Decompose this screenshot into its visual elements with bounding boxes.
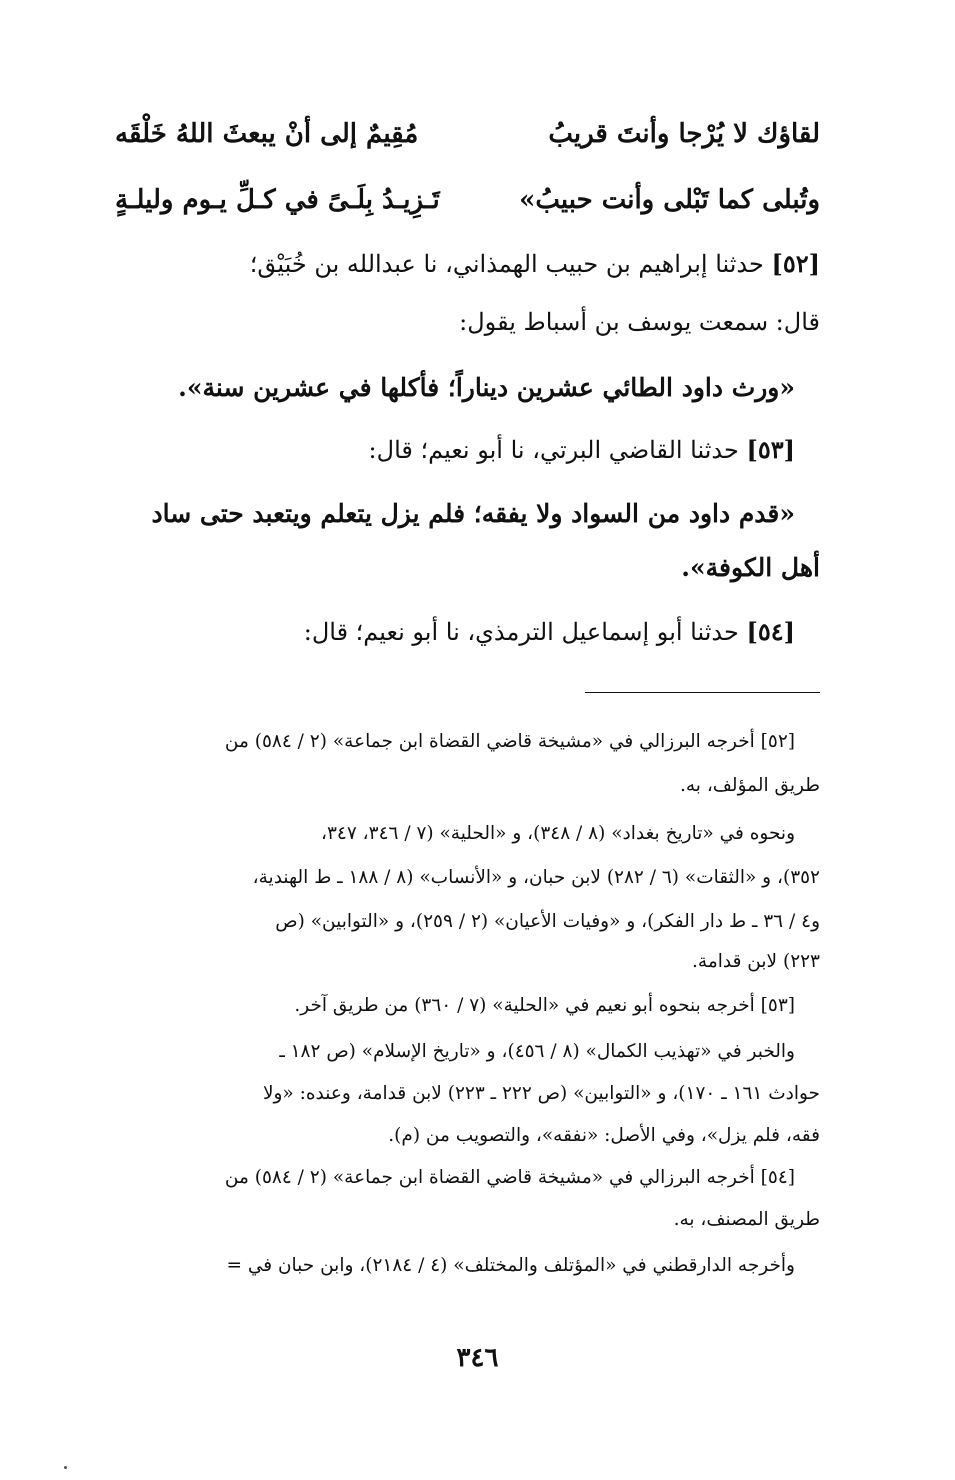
footnote-line-6: ٢٢٣) لابن قدامة.	[692, 951, 820, 972]
narration-53-number: [٥٣]	[746, 435, 795, 464]
footnote-line-12: طريق المصنف، به.	[673, 1209, 820, 1230]
footnote-line-2: طريق المؤلف، به.	[679, 775, 820, 796]
verse-2-second-hemistich: تَـزِيـدُ بِلَـىً في كـلِّ يـوم وليلـةٍ	[115, 185, 440, 215]
footnote-line-13: وأخرجه الدارقطني في «المؤتلف والمختلف» (٤ / ٢١٨٤)، وابن حبان في =	[226, 1255, 795, 1276]
narration-53-text: حدثنا القاضي البرتي، نا أبو نعيم؛ قال:	[368, 436, 739, 464]
footnote-line-7: [٥٣] أخرجه بنحوه أبو نعيم في «الحلية» (٧ / ٣٦٠) من طريق آخر.	[294, 995, 795, 1016]
footnote-line-4: ٣٥٢)، و «الثقات» (٦ / ٢٨٢) لابن حبان، و «الأنساب» (٨ / ١٨٨ ـ ط الهندية،	[252, 867, 820, 888]
page-number: ٣٤٦	[456, 1343, 499, 1373]
narration-52-number: [٥٢]	[771, 249, 820, 278]
verse-2-first-hemistich: وتُبلى كما تَبْلى وأنت حبيبُ»	[519, 185, 820, 215]
footnote-line-11: [٥٤] أخرجه البرزالي في «مشيخة قاضي القضاة ابن جماعة» (٢ / ٥٨٤) من	[224, 1167, 795, 1188]
narration-53-line	[369, 430, 795, 470]
footnote-divider	[585, 692, 820, 693]
verse-1-second-hemistich: مُقِيمٌ إلى أنْ يبعثَ اللهُ خَلْقَه	[115, 119, 419, 149]
narration-54-line	[304, 612, 795, 652]
footnote-line-10: فقه، فلم يزل»، وفي الأصل: «نفقه»، والتصويب من (م).	[388, 1125, 820, 1146]
verse-line-2	[115, 178, 820, 222]
verse-1-first-hemistich: لقاؤك لا يُرْجا وأنتَ قريبُ	[548, 119, 820, 149]
narration-52-line-1	[250, 244, 820, 284]
narration-52-text: حدثنا إبراهيم بن حبيب الهمذاني، نا عبدالله بن خُبَيْق؛	[249, 250, 764, 278]
narration-54-text: حدثنا أبو إسماعيل الترمذي، نا أبو نعيم؛ قال:	[303, 618, 739, 646]
narration-52-line-2: قال: سمعت يوسف بن أسباط يقول:	[459, 308, 820, 336]
footnote-line-9: حوادث ١٦١ ـ ١٧٠)، و «التوابين» (ص ٢٢٢ ـ ٢٢٣) لابن قدامة، وعنده: «ولا	[262, 1083, 820, 1104]
footnote-line-8: والخبر في «تهذيب الكمال» (٨ / ٤٥٦)، و «تاريخ الإسلام» (ص ١٨٢ ـ	[279, 1041, 795, 1062]
footnote-line-5: و٤ / ٣٦ ـ ط دار الفكر)، و «وفيات الأعيان» (٢ / ٢٥٩)، و «التوابين» (ص	[275, 911, 820, 932]
quote-53-line-2: أهل الكوفة».	[681, 553, 820, 582]
verse-line-1	[115, 112, 820, 156]
quote-53-line-1: «قدم داود من السواد ولا يفقه؛ فلم يزل يتعلم ويتعبد حتى ساد	[151, 499, 795, 528]
footnote-line-3: ونحوه في «تاريخ بغداد» (٨ / ٣٤٨)، و «الحلية» (٧ / ٣٤٦، ٣٤٧،	[320, 823, 795, 844]
narration-54-number: [٥٤]	[746, 617, 795, 646]
quote-52: «ورث داود الطائي عشرين ديناراً؛ فأكلها في عشرين سنة».	[178, 373, 795, 402]
scan-speck	[64, 1466, 67, 1469]
footnote-line-1: [٥٢] أخرجه البرزالي في «مشيخة قاضي القضاة ابن جماعة» (٢ / ٥٨٤) من	[224, 731, 795, 752]
